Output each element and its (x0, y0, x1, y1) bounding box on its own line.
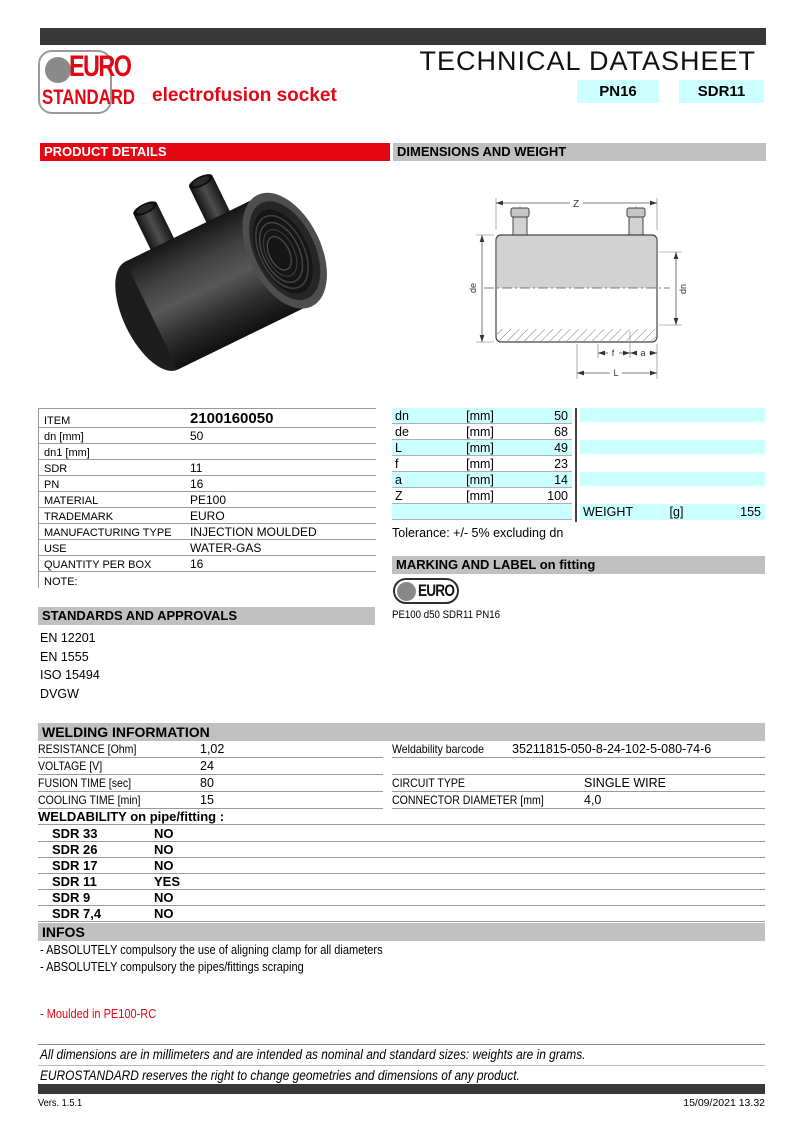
weldability-row: SDR 33 NO (38, 826, 765, 842)
item-row: PN 16 (39, 476, 376, 492)
weldability-header: WELDABILITY on pipe/fitting : (38, 809, 765, 825)
welding-row: COOLING TIME [min] 15 (38, 792, 383, 809)
weldability-row: SDR 7,4 NO (38, 906, 765, 922)
footer-note: EUROSTANDARD reserves the right to change geometries and dimensions of any product. (38, 1065, 765, 1086)
marking-text: PE100 d50 SDR11 PN16 (392, 609, 500, 621)
product-name: electrofusion socket (152, 85, 337, 106)
item-row: MANUFACTURING TYPE INJECTION MOULDED (39, 524, 376, 540)
dim-row: de [mm] 68 (392, 424, 572, 440)
info-highlight: - Moulded in PE100-RC (40, 1007, 157, 1021)
bottom-divider-bar (38, 1084, 765, 1094)
section-standards: STANDARDS AND APPROVALS (38, 607, 375, 625)
welding-row: RESISTANCE [Ohm] 1,02 (38, 741, 383, 758)
dim-row: L [mm] 49 (392, 440, 572, 456)
technical-drawing (420, 182, 770, 394)
dimensions-table (392, 408, 572, 520)
badge-sdr: SDR11 (679, 80, 764, 103)
item-row: dn1 [mm] (39, 444, 376, 460)
section-infos: INFOS (38, 923, 765, 941)
marking-logo (393, 578, 483, 604)
item-row: QUANTITY PER BOX 16 (39, 556, 376, 572)
weight-column (580, 408, 765, 520)
dim-row: a [mm] 14 (392, 472, 572, 488)
filler-row (580, 408, 765, 424)
standard-item: ISO 15494 (40, 668, 100, 682)
item-row: NOTE: (44, 576, 78, 588)
info-line: - ABSOLUTELY compulsory the pipes/fittings scraping (40, 960, 304, 974)
footer-note: All dimensions are in millimeters and are intended as nominal and standard sizes: weights are in grams. (38, 1044, 765, 1065)
top-divider-bar (40, 28, 766, 45)
filler-row (580, 472, 765, 488)
marking-logo-text: EURO (418, 581, 455, 600)
weldability-row: SDR 26 NO (38, 842, 765, 858)
weldability-row: SDR 11 YES (38, 874, 765, 890)
standard-item: EN 1555 (40, 649, 89, 664)
dim-label-l: L (613, 368, 619, 378)
dim-label-a: a (640, 348, 646, 358)
weldability-row: SDR 17 NO (38, 858, 765, 874)
item-row: dn [mm] 50 (39, 428, 376, 444)
welding-row: CIRCUIT TYPE SINGLE WIRE (392, 775, 765, 792)
section-dimensions-weight: DIMENSIONS AND WEIGHT (393, 143, 766, 161)
section-welding: WELDING INFORMATION (38, 723, 765, 741)
item-row: ITEM 2100160050 (39, 409, 376, 428)
marking-logo-circle-icon (397, 582, 416, 601)
dim-row-empty (392, 504, 572, 520)
dim-label-dn: dn (678, 283, 688, 295)
info-line: - ABSOLUTELY compulsory the use of aligning clamp for all diameters (40, 943, 383, 957)
filler-row (580, 440, 765, 456)
product-photo (85, 170, 355, 385)
welding-row-empty (392, 758, 765, 775)
filler-row (580, 424, 765, 440)
version-label: Vers. 1.5.1 (38, 1097, 83, 1109)
dim-row: dn [mm] 50 (392, 408, 572, 424)
standards-list (40, 629, 100, 703)
weldability-table (38, 826, 765, 922)
section-marking: MARKING AND LABEL on fitting (392, 556, 765, 574)
table-separator (575, 408, 577, 522)
datetime-label: 15/09/2021 13.32 (683, 1097, 765, 1109)
filler-row (580, 456, 765, 472)
item-row: MATERIAL PE100 (39, 492, 376, 508)
welding-row: CONNECTOR DIAMETER [mm] 4,0 (392, 792, 765, 809)
weldability-row: SDR 9 NO (38, 890, 765, 906)
item-row: SDR 11 (39, 460, 376, 476)
welding-row: VOLTAGE [V] 24 (38, 758, 383, 775)
dim-row: Z [mm] 100 (392, 488, 572, 504)
tolerance-note: Tolerance: +/- 5% excluding dn (392, 526, 564, 540)
weight-row: WEIGHT [g] 155 (580, 504, 765, 520)
welding-row: FUSION TIME [sec] 80 (38, 775, 383, 792)
dim-label-f: f (611, 348, 615, 358)
section-product-details: PRODUCT DETAILS (40, 143, 390, 161)
dim-label-z: Z (572, 199, 580, 210)
standard-item: EN 12201 (40, 631, 96, 645)
filler-row (580, 488, 765, 504)
welding-row: Weldability barcode 35211815-050-8-24-102-5-080-74-6 (392, 741, 765, 758)
welding-left-table (38, 741, 383, 809)
item-row: USE WATER-GAS (39, 540, 376, 556)
item-table (38, 408, 376, 588)
logo-standard-text: STANDARD (42, 86, 136, 109)
page-title: TECHNICAL DATASHEET (419, 46, 756, 76)
badge-pn: PN16 (577, 80, 659, 103)
logo-euro-text: EURO (69, 50, 131, 83)
welding-right-table (392, 741, 765, 809)
dim-label-de: de (468, 282, 478, 294)
item-row: TRADEMARK EURO (39, 508, 376, 524)
footer-notes (38, 1044, 765, 1086)
standard-item: DVGW (40, 686, 79, 701)
dim-row: f [mm] 23 (392, 456, 572, 472)
